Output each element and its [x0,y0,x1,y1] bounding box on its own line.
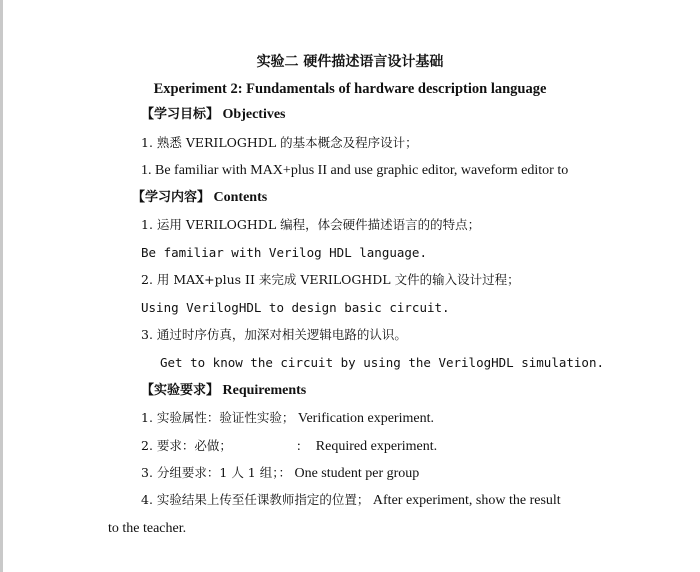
requirement-4-en: After experiment, show the result [372,493,561,508]
requirement-2-en: Required experiment. [315,439,438,454]
requirement-2 [141,440,437,454]
contents-heading [132,191,267,205]
content-2-cn: 2. 用 MAX+plus II 来完成 VERILOGHDL 文件的输入设计过程； [141,272,520,287]
requirement-1-en: Verification experiment. [297,411,434,426]
contents-heading-cn: 【学习内容】 [132,190,211,205]
requirements-heading-cn: 【实验要求】 [141,383,220,398]
requirement-4-cn: 4. 实验结果上传至任课教师指定的位置； [141,492,370,507]
objective-1-cn: 1. 熟悉 VERILOGHDL 的基本概念及程序设计； [141,135,418,150]
document-title-en: Experiment 2: Fundamentals of hardware description language [153,81,547,97]
requirement-3 [141,467,419,481]
requirement-2-separator: : [296,439,301,454]
objectives-heading [141,108,286,122]
content-3-cn: 3. 通过时序仿真，加深对相关逻辑电路的认识。 [141,327,407,342]
requirement-4 [141,494,561,508]
objectives-heading-cn: 【学习目标】 [141,107,220,122]
content-3-en: Get to know the circuit by using the VerilogHDL simulation. [160,355,605,370]
requirements-heading [141,384,306,398]
requirement-1 [141,412,434,426]
document-title-cn: 实验二 硬件描述语言设计基础 [256,54,444,70]
requirement-2-cn: 2. 要求：必做； [141,438,232,453]
requirement-4-continuation: to the teacher. [108,521,187,536]
requirements-heading-en: Requirements [222,383,307,398]
requirement-3-cn: 3. 分组要求：1 人 1 组；： [141,465,291,480]
content-1-cn: 1. 运用 VERILOGHDL 编程，体会硬件描述语言的的特点； [141,217,481,232]
content-1-en: Be familiar with Verilog HDL language. [141,245,427,260]
contents-heading-en: Contents [213,190,268,205]
objective-1-en: 1. Be familiar with MAX+plus II and use graphic editor, waveform editor to [141,163,569,178]
objectives-heading-en: Objectives [222,107,286,122]
requirement-3-en: One student per group [294,466,420,481]
requirement-1-cn: 1. 实验属性：验证性实验； [141,410,295,425]
content-2-en: Using VerilogHDL to design basic circuit. [141,300,450,315]
